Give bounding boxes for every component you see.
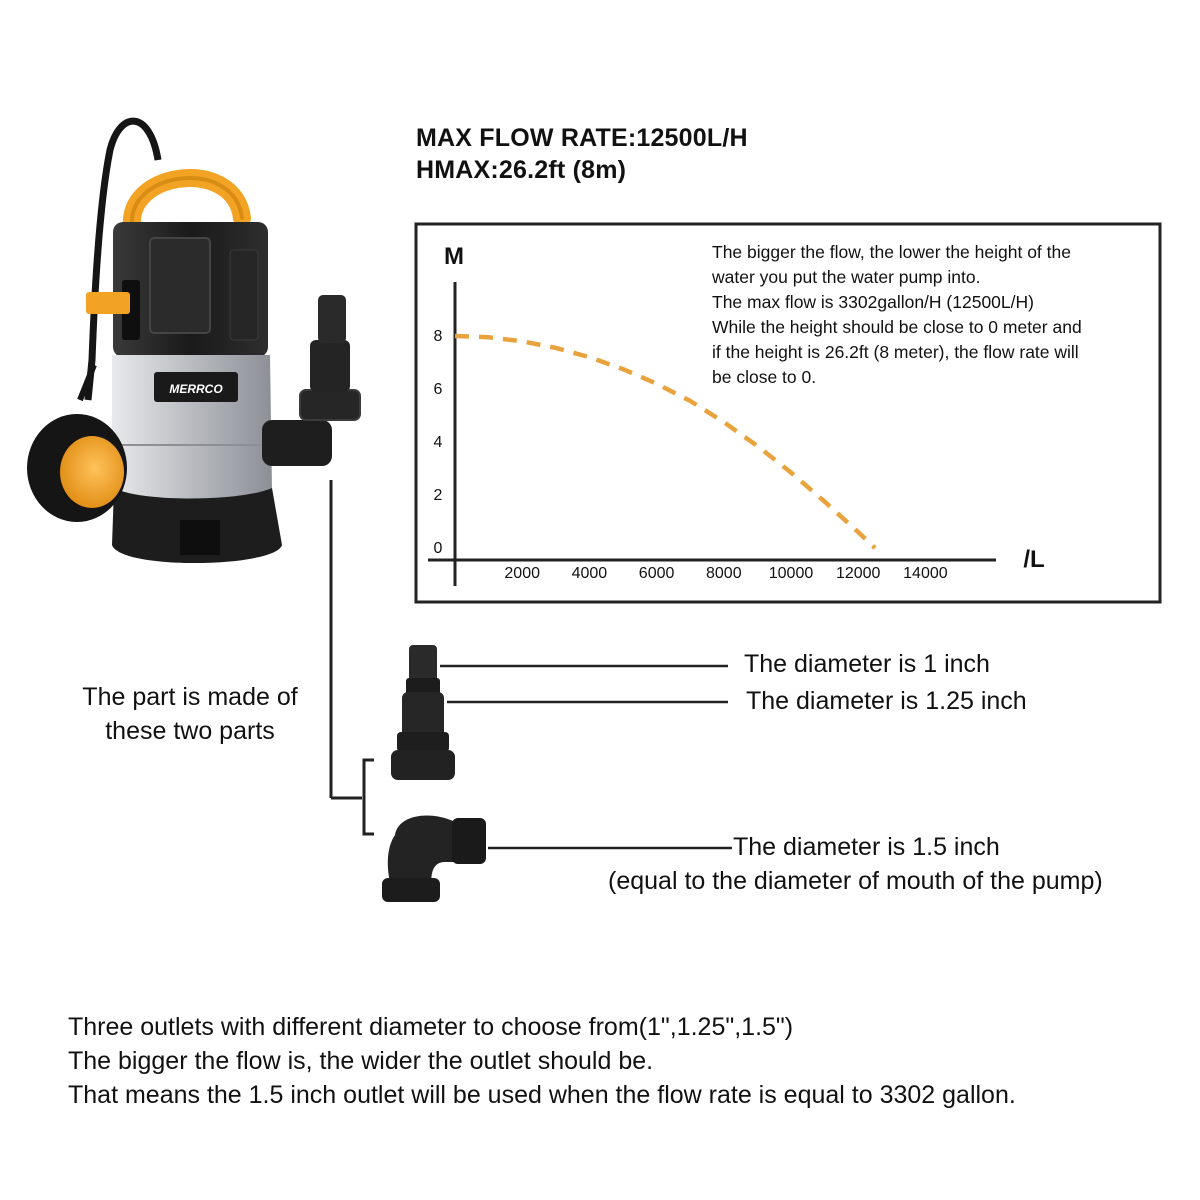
callout-1inch: The diameter is 1 inch: [744, 650, 990, 678]
y-tick-label: 6: [433, 381, 443, 398]
max-flow-rate: MAX FLOW RATE:12500L/H: [416, 124, 748, 152]
y-tick-label: 0: [433, 540, 443, 557]
x-tick-label: 10000: [768, 565, 814, 582]
parts-note-line: The part is made of: [82, 683, 298, 711]
x-tick-label: 6000: [638, 565, 675, 582]
parts-note: [60, 680, 320, 748]
callout-125inch: The diameter is 1.25 inch: [746, 687, 1027, 715]
x-axis-label: /L: [1023, 546, 1045, 573]
callout-15inch-sub: (equal to the diameter of mouth of the pump): [608, 867, 1103, 895]
hmax-spec: HMAX:26.2ft (8m): [416, 156, 627, 184]
annotation-line: The bigger the flow, the lower the height of the: [712, 242, 1071, 262]
x-tick-label: 2000: [504, 565, 540, 582]
annotation-line: While the height should be close to 0 meter and: [712, 317, 1082, 337]
x-tick-label: 4000: [571, 565, 608, 582]
annotation-line: be close to 0.: [712, 367, 817, 387]
annotation-line: if the height is 26.2ft (8 meter), the flow rate will: [712, 342, 1079, 362]
parts-note-line: these two parts: [105, 717, 275, 745]
bottom-line: The bigger the flow is, the wider the outlet should be.: [68, 1047, 654, 1075]
x-tick-label: 8000: [706, 565, 742, 582]
x-tick-label: 12000: [835, 565, 881, 582]
y-tick-label: 8: [433, 328, 443, 345]
y-axis-label: M: [444, 243, 464, 270]
bottom-line: That means the 1.5 inch outlet will be used when the flow rate is equal to 3302 gallon.: [68, 1081, 1016, 1109]
bracket: [364, 760, 374, 834]
bottom-description: [68, 1010, 1016, 1112]
annotation-line: The max flow is 3302gallon/H (12500L/H): [712, 292, 1034, 312]
annotation-line: water you put the water pump into.: [712, 267, 981, 287]
bottom-line: Three outlets with different diameter to choose from(1",1.25",1.5"): [68, 1013, 794, 1041]
callout-15inch: The diameter is 1.5 inch: [733, 833, 1000, 861]
elbow-connector-icon: [382, 816, 486, 902]
y-tick-label: 2: [433, 487, 443, 504]
brand-logo: MERRCO: [169, 382, 223, 396]
x-tick-label: 14000: [903, 565, 948, 582]
chart-annotation: [712, 240, 1082, 390]
y-tick-label: 4: [433, 434, 443, 451]
